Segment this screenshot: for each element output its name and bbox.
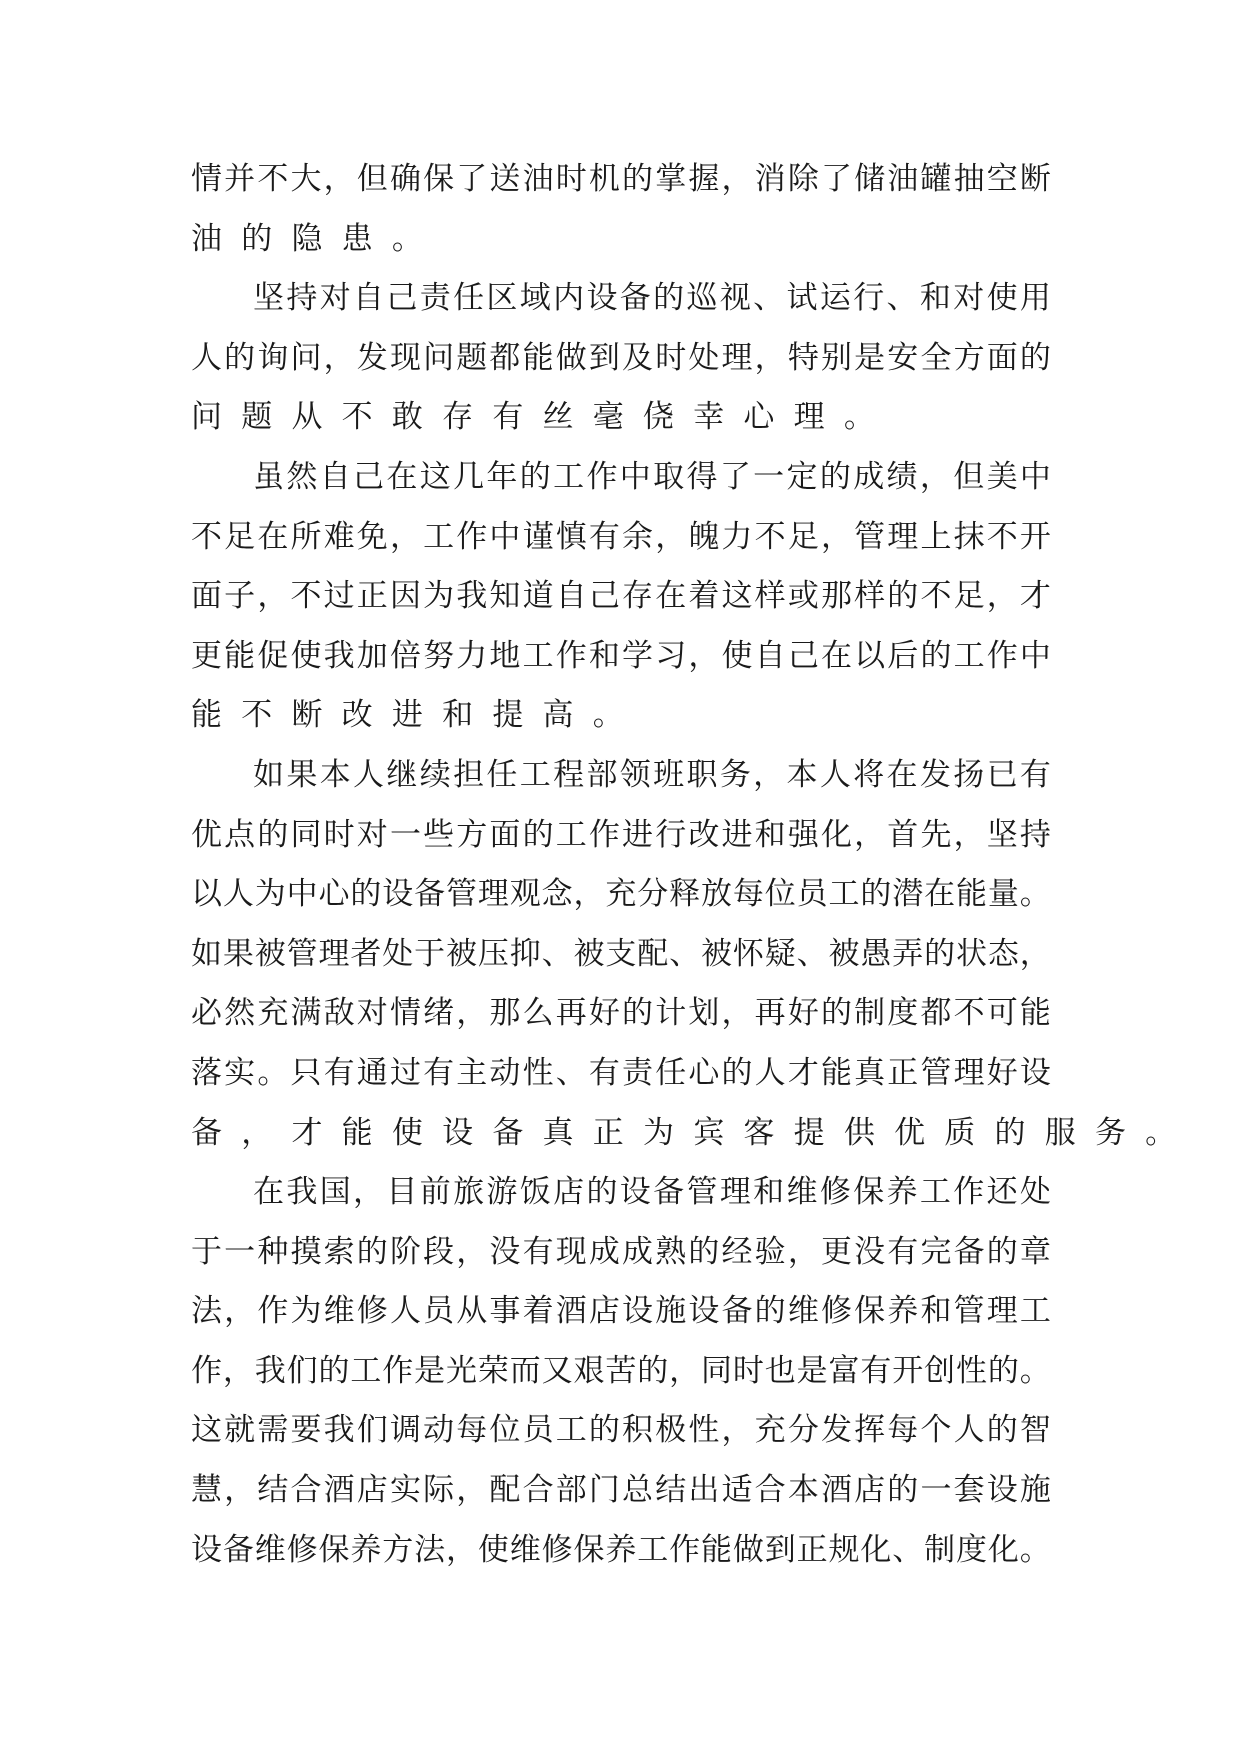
text-line: 虽 然 自 己 在 这 几 年 的 工 作 中 取 得 了 一 定 的 成 绩 ， 但 美 中	[253, 458, 1051, 495]
text-line: 不 足 在 所 难 免 ， 工 作 中 谨 慎 有 余 ， 魄 力 不 足 ， 管 理 上 抹 不 开	[191, 518, 1051, 555]
text-line: 能 不 断 改 进 和 提 高 。	[191, 697, 624, 734]
text-line: 落 实 。 只 有 通 过 有 主 动 性 、 有 责 任 心 的 人 才 能 真 正 管 理 好 设	[191, 1054, 1051, 1091]
document-body	[191, 150, 1177, 1580]
text-line: 油 的 隐 患 。	[191, 220, 423, 257]
text-line: 问 题 从 不 敢 存 有 丝 毫 侥 幸 心 理 。	[191, 399, 875, 436]
text-line: 必 然 充 满 敌 对 情 绪 ， 那 么 再 好 的 计 划 ， 再 好 的 制 度 都 不 可 能	[191, 995, 1051, 1032]
text-line: 面 子 ， 不 过 正 因 为 我 知 道 自 己 存 在 着 这 样 或 那 样 的 不 足 ， 才	[191, 578, 1051, 615]
text-line: 如 果 本 人 继 续 担 任 工 程 部 领 班 职 务 ， 本 人 将 在 发 扬 已 有	[253, 756, 1051, 793]
text-line: 坚 持 对 自 己 责 任 区 域 内 设 备 的 巡 视 、 试 运 行 、 和 对 使 用	[253, 280, 1051, 317]
text-line: 情 并 不 大 ， 但 确 保 了 送 油 时 机 的 掌 握 ， 消 除 了 储 油 罐 抽 空 断	[191, 161, 1051, 197]
text-line: 以 人 为 中 心 的 设 备 管 理 观 念 ， 充 分 释 放 每 位 员 工 的 潜 在 能 量 。	[191, 876, 1051, 913]
text-line: 慧 ， 结 合 酒 店 实 际 ， 配 合 部 门 总 结 出 适 合 本 酒 店 的 一 套 设 施	[191, 1472, 1051, 1509]
text-line: 备 ， 才 能 使 设 备 真 正 为 宾 客 提 供 优 质 的 服 务 。	[191, 1114, 1177, 1151]
text-line: 法 ， 作 为 维 修 人 员 从 事 着 酒 店 设 施 设 备 的 维 修 保 养 和 管 理 工	[191, 1293, 1051, 1330]
text-line: 如 果 被 管 理 者 处 于 被 压 抑 、 被 支 配 、 被 怀 疑 、 被 愚 弄 的 状 态 ，	[191, 935, 1051, 972]
text-line: 在 我 国 ， 目 前 旅 游 饭 店 的 设 备 管 理 和 维 修 保 养 工 作 还 处	[253, 1174, 1051, 1211]
text-line: 于 一 种 摸 索 的 阶 段 ， 没 有 现 成 成 熟 的 经 验 ， 更 没 有 完 备 的 章	[191, 1233, 1051, 1270]
text-line: 作 ， 我 们 的 工 作 是 光 荣 而 又 艰 苦 的 ， 同 时 也 是 富 有 开 创 性 的 。	[191, 1352, 1051, 1389]
text-line: 优 点 的 同 时 对 一 些 方 面 的 工 作 进 行 改 进 和 强 化 ， 首 先 ， 坚 持	[191, 816, 1051, 853]
text-line: 这 就 需 要 我 们 调 动 每 位 员 工 的 积 极 性 ， 充 分 发 挥 每 个 人 的 智	[191, 1412, 1051, 1449]
text-line: 设 备 维 修 保 养 方 法 ， 使 维 修 保 养 工 作 能 做 到 正 规 化 、 制 度 化 。	[191, 1531, 1051, 1568]
text-line: 人 的 询 问 ， 发 现 问 题 都 能 做 到 及 时 处 理 ， 特 别 是 安 全 方 面 的	[191, 339, 1051, 376]
text-line: 更 能 促 使 我 加 倍 努 力 地 工 作 和 学 习 ， 使 自 己 在 以 后 的 工 作 中	[191, 637, 1051, 674]
